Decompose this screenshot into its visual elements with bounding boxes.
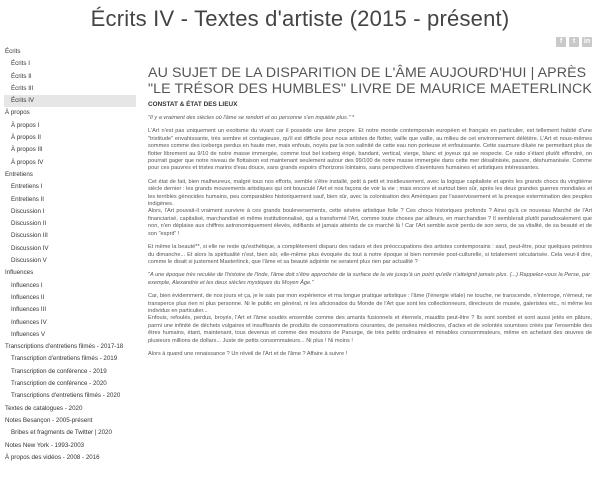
linkedin-icon[interactable]: in	[583, 38, 591, 45]
sidebar-item[interactable]: Discussion V	[11, 257, 47, 265]
sidebar-item[interactable]: Discussion III	[11, 232, 48, 240]
sidebar-item[interactable]: Transcription d'entretiens filmés - 2019	[11, 355, 118, 363]
epigraph-quote: "Il y a vraiment des siècles où l'âme se rendort et ou personne s'en inquiète plus." *	[148, 115, 355, 121]
sidebar-item[interactable]: Écrits II	[11, 72, 32, 80]
sidebar-item[interactable]: À propos	[5, 109, 30, 117]
site-title: Écrits IV - Textes d'artiste (2015 - présent)	[90, 6, 510, 31]
sidebar-item[interactable]: Transcription de conférence - 2020	[11, 380, 107, 388]
section-heading: CONSTAT & ÉTAT DES LIEUX	[148, 101, 238, 108]
sidebar-item[interactable]: À propos IV	[11, 158, 44, 166]
paragraph: Cet état de fait, bien malheureux, malgré tous nos efforts, semble s'être installé, petit à petit et insidieusement, avec la logique capitaliste et après les grands chocs du vingtième siècle dernier : les grands mouvements artistiques qui ont bousculé l'Art et nos façons de voir la vie ; mais encore et surtout bien sûr, après les deux grandes guerres mondiales et les terribles génocides humains, peu comparables historiquement sauf, bien sûr, avec la colonisation des Amériques par l'asservissement et la presque extermination des peuples indigènes.	[148, 178, 592, 208]
sidebar-item[interactable]: Influences V	[11, 330, 46, 338]
sidebar-item[interactable]: Écrits I	[11, 60, 30, 68]
twitter-icon[interactable]: t	[569, 37, 579, 47]
main-content	[148, 66, 592, 364]
sidebar-item[interactable]: Influences I	[11, 281, 43, 289]
sidebar-item[interactable]: À propos III	[11, 146, 43, 154]
sidebar-item[interactable]: Influences II	[11, 293, 45, 301]
sidebar-item[interactable]: Notes New York - 1993-2003	[5, 441, 85, 449]
sidebar-item[interactable]: Discussion I	[11, 207, 45, 215]
sidebar-item[interactable]: Discussion IV	[11, 244, 49, 252]
sidebar-item[interactable]: Notes Besançon - 2005-présent	[5, 416, 93, 424]
sidebar-item[interactable]: À propos II	[11, 134, 41, 142]
sidebar-item[interactable]: Entretiens I	[11, 183, 43, 191]
sidebar-item[interactable]: Entretiens II	[11, 195, 45, 203]
sidebar-item[interactable]: Bribes et fragments de Twitter | 2020	[11, 429, 112, 437]
sidebar-item[interactable]: Écrits	[5, 48, 21, 55]
sidebar-item[interactable]: Entretiens	[5, 170, 33, 178]
sidebar-item[interactable]: Écrits III	[11, 84, 34, 92]
sidebar-item[interactable]: Transcription de conférence - 2019	[11, 367, 107, 375]
sidebar-item[interactable]: Discussion II	[11, 220, 47, 228]
maeterlinck-quote: "A une époque très reculée de l'histoire de l'Inde, l'âme doit s'être approchée de la surface de la vie jusqu'à un point qu'elle n'atteignit jamais plus. (...) Rappelez-vous la Perse, par exemple, Alexandrie et les deux siècles mystiques du Moyen Âge."	[148, 272, 591, 286]
sidebar-nav	[4, 46, 136, 464]
paragraph: Enfouis, refoulés, perdus, broyés, l'Art et l'âme soudés ensemble comme des amants fusionnels et éternels, maudits peut-être ? Ils sont sombré et sont aussi jetés en pâture, parmi une infinité de déchets vulgaires et insuffisants de produits de consommations courantes, de pensées médiocres, d'actes et de volontés soumises créés par l'ensemble des êtres humains, étant, maintenant, tous devenus et comme des moutons de Panurge, de très petits ordinaires et minables consommateurs, même en achetant des œuvres de plusieurs millions de dollars... Juste de petits consommateurs... Ni plus ! Ni moins !	[148, 315, 592, 344]
sidebar-item[interactable]: Écrits IV	[4, 95, 136, 107]
page-title: AU SUJET DE LA DISPARITION DE L'ÂME AUJOURD'HUI | APRÈS "LE TRÉSOR DES HUMBLES" LIVRE DE MAURICE MAETERLINCK	[148, 65, 592, 97]
paragraph: Alors, l'Art pouvait-il vraiment survivre à ces grands bouleversements, cette sévère artistique folle ? Ces chocs historiques profonds ? Ainsi qu'à ce nouveau Marché de l'Art financiarisé, capitalisé, marchandisé et même institutionnalisé, qui a transformé l'Art, comme toute choses par ailleurs, en marchandise ? Il semblerait plutôt paradoxalement que non, n'en déplaise aux chiffres astronomiquement élevés, édifiants et jamais atteints de ce marché là ! Car l'Art semble avoir perdu de son sens, de sa vitalité, de sa beauté et de son "esprit" !	[148, 208, 592, 237]
paragraph: Et même la beauté**, si elle ne reste qu'esthétique, a complètement disparu des radars et des préoccupations des artistes contemporains : sauf, peut-être, pour quelques peintres du dimanche... Et alors la spiritualité n'est, bien sûr, elle-même plus évoquée du tout à notre époque si bien nommée post-culturelle, si totalement sécularisée. Cela veut-il dire, comme le disait si justement Maeterlinck, que l'âme et sa beauté adjointe ne seraient plus rien par actualité ?	[148, 244, 592, 265]
sidebar-item[interactable]: Transcriptions d'entretiens filmés - 2017-18	[5, 343, 124, 351]
sidebar-item[interactable]: Transcriptions d'entretiens filmés - 2020	[11, 392, 121, 400]
facebook-icon[interactable]: f	[556, 37, 566, 47]
paragraph: L'Art n'est pas uniquement un exotisme du vivant car il possède une âme propre. Et notre monde contemporain européen et français en particulier, est tellement habité d'une "tristitude" envahissante, très sombre et contagieuse, qu'il est difficile pour nous artistes de flotter, vaille que vaille, au milieu de cet environnement délétère. L'Art et nous-mêmes sommes comme des icebergs perdus en haute mer, mais enfouis, noyés par la non salinité de cette eau non porteuse et enfouissante. Cette saumure diluée ne permettant plus de flotter librement au 9/10 de notre masse immergée, comme tout bel iceberg érigé, bandant, vertical, vierge, blanc et joyeux qui se respecte. Ce ratio s'étant plutôt effondré, on pourrait gager que notre niveau de flottaison est maintenant seulement autour des 99/100 de notre masse immergée dans cette mer désalinisée, pauvre, déshumanisée. Comme pour ces pauvres et tristes marins d'eau douce, sans grands espoirs d'horizons lointains, sans perspectives d'aventures humaines et artistiques intéressantes.	[148, 128, 592, 172]
sidebar-item[interactable]: Textes de catalogues - 2020	[5, 404, 83, 412]
social-links	[556, 37, 592, 47]
paragraph: Car, bien évidemment, de nos jours et ça, je le sais par mon expérience et ma longue pratique artistique : l'âme (l'énergie vitale) ne touche, ne transcende, n'interroge, n'émeut, ne transperce plus rien ni plus personne. Ni le public en général, ni les aficionados du Monde de l'Art que sont les collectionneurs, directeurs de musée, galeristes etc., ni même les individus en particulier...	[148, 293, 592, 314]
paragraph: Alors à quand une renaissance ? Un réveil de l'Art et de l'âme ? Affaire à suivre !	[148, 350, 348, 357]
sidebar-item[interactable]: Influences	[5, 269, 34, 277]
sidebar-item[interactable]: À propos des vidéos - 2008 - 2016	[5, 453, 100, 461]
sidebar-item[interactable]: À propos I	[11, 121, 40, 129]
sidebar-item[interactable]: Influences III	[11, 306, 47, 314]
sidebar-item[interactable]: Influences IV	[11, 318, 47, 326]
